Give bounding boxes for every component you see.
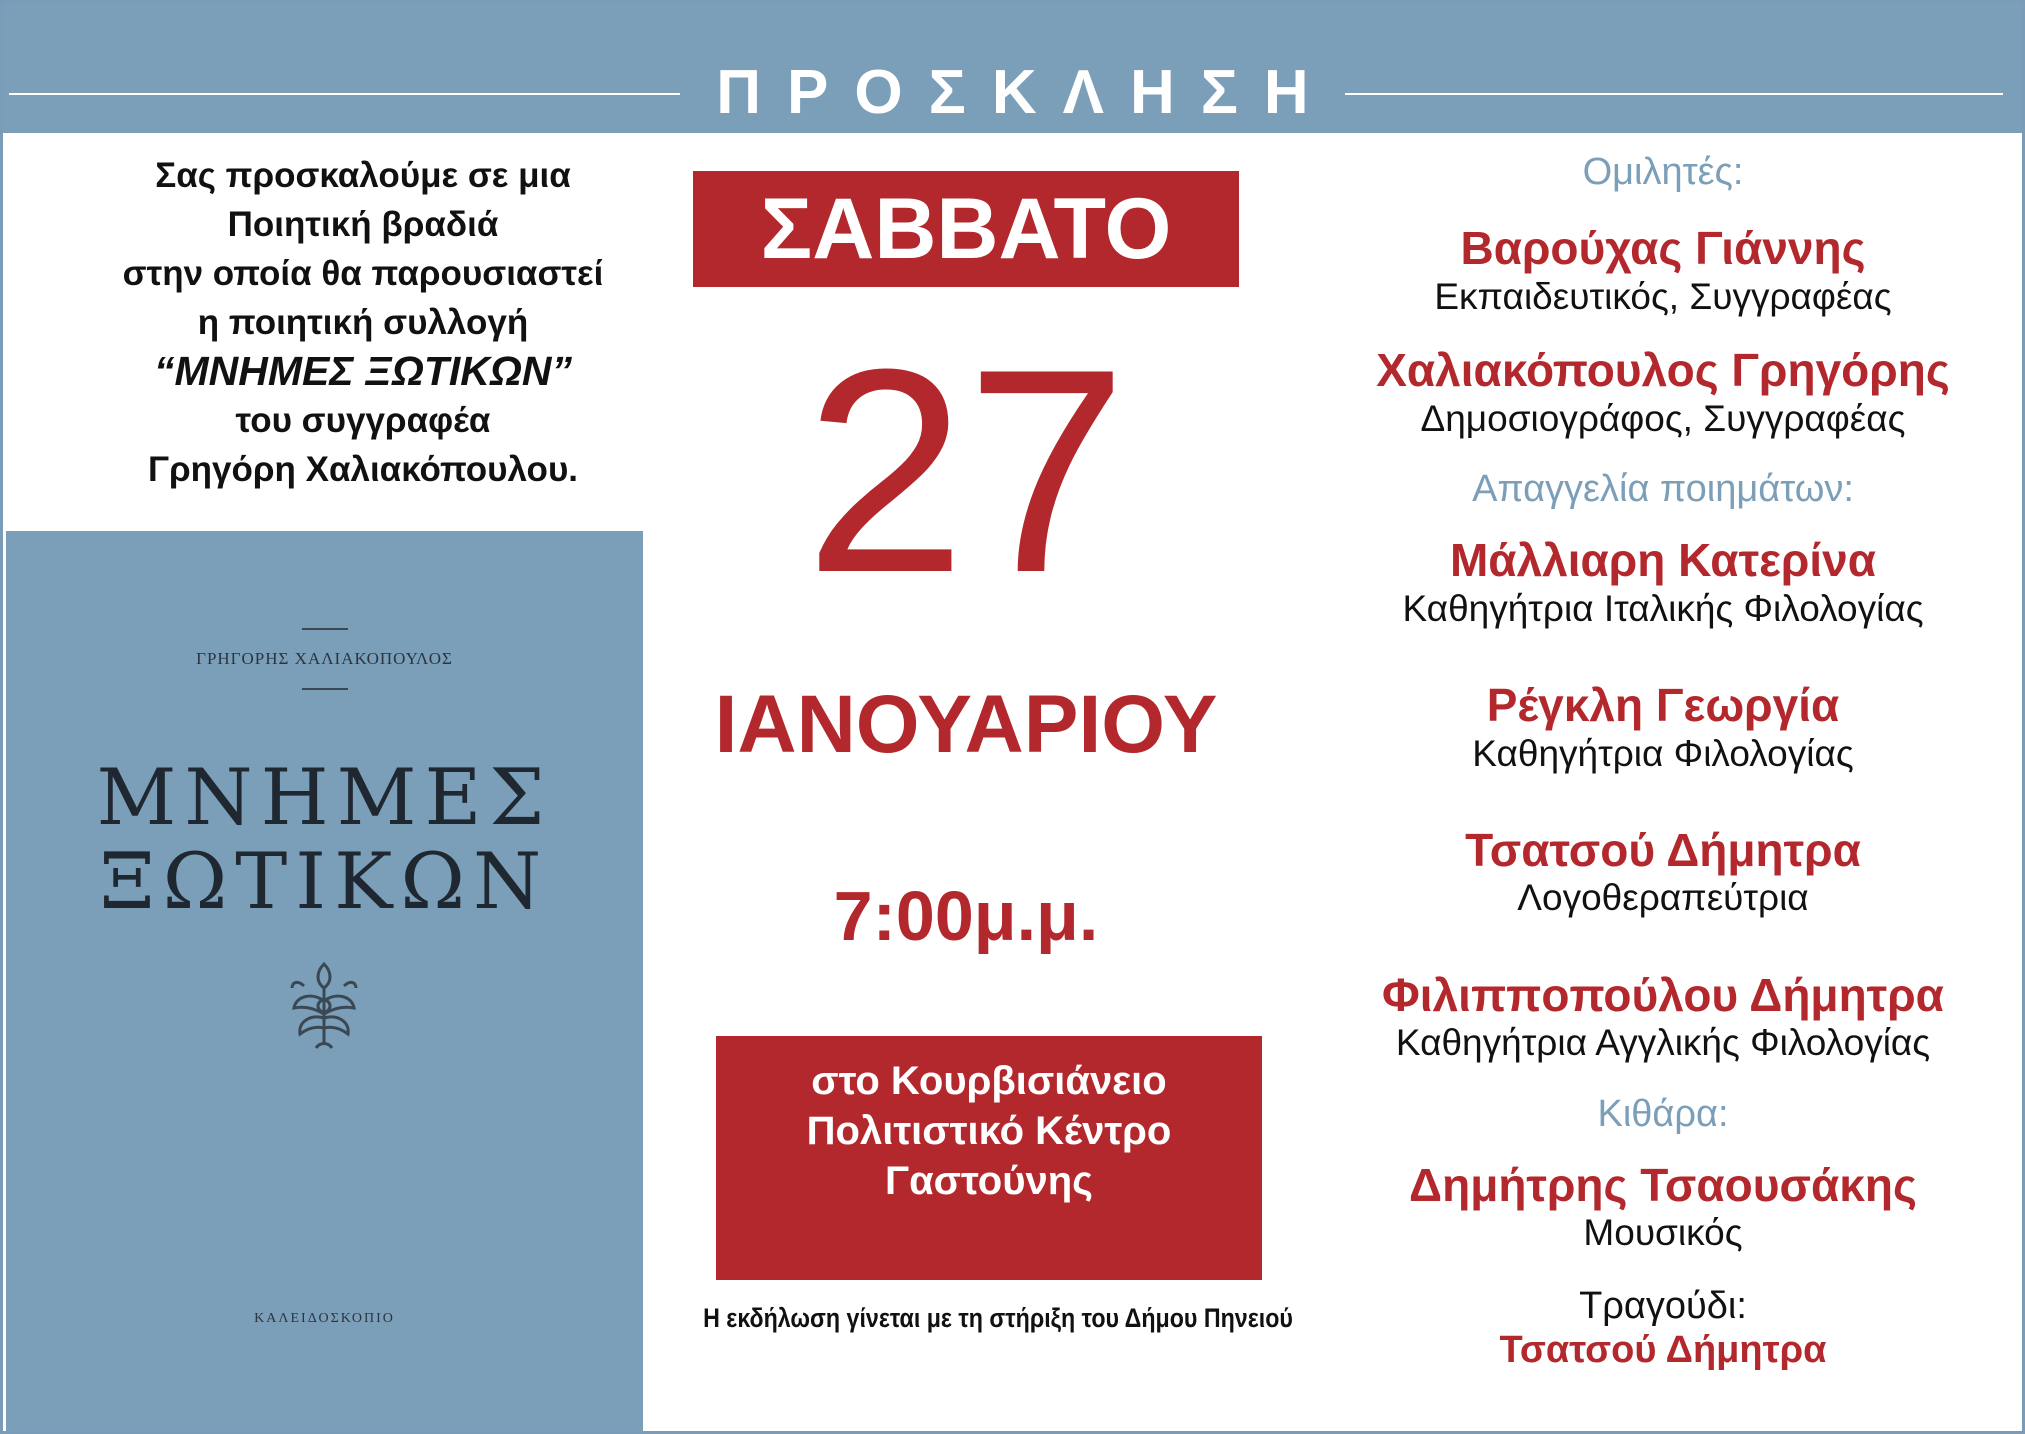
header-title: ΠΡΟΣΚΛΗΣΗ [3,53,2022,133]
guitarist-role: Μουσικός [1583,1212,1743,1253]
reciter-role: Καθηγήτρια Ιταλικής Φιλολογίας [1402,588,1924,629]
reciter-name: Τσατσού Δήμητρα [1465,824,1861,876]
header-banner [3,3,2022,133]
recitation-label: Απαγγελία ποιημάτων: [1472,468,1854,510]
intro-line: του συγγραφέα [235,401,491,440]
reciter-role: Καθηγήτρια Φιλολογίας [1472,733,1854,774]
event-day: 27 [804,309,1128,633]
reciter-name: Ρέγκλη Γεωργία [1486,679,1840,731]
intro-line: Γρηγόρη Χαλιακόπουλου. [147,450,579,489]
venue-line: Γαστούνης [885,1159,1093,1203]
speaker-name: Βαρούχας Γιάννης [1460,222,1866,274]
guitarist-name: Δημήτρης Τσαουσάκης [1409,1159,1917,1211]
support-note: Η εκδήλωση γίνεται με τη στήριξη του Δήμου Πηνειού [703,1303,1293,1333]
intro-line: στην οποία θα παρουσιαστεί [122,254,604,293]
book-cover [6,531,643,1431]
venue-box [716,1036,1262,1280]
speaker-role: Δημοσιογράφος, Συγγραφέας [1420,398,1906,439]
cover-author: ΓΡΗΓΟΡΗΣ ΧΑΛΙΑΚΟΠΟΥΛΟΣ [196,649,453,668]
venue-line: Πολιτιστικό Κέντρο [806,1109,1172,1153]
reciter-name: Μάλλιαρη Κατερίνα [1449,534,1877,586]
cover-title [6,753,643,927]
ornament-icon [274,956,374,1056]
reciter-name: Φιλιππoπούλου Δήμητρα [1382,969,1944,1021]
intro-line: Ποιητική βραδιά [227,205,499,244]
event-time: 7:00μ.μ. [833,877,1099,955]
cover-rule-bottom [302,688,348,690]
intro-book-title: “ΜΝΗΜΕΣ ΞΩΤΙΚΩΝ” [153,348,573,394]
cover-title-line: ΞΩΤΙΚΩΝ [99,837,550,927]
cover-rule-top [302,628,348,630]
weekday-box: ΣΑΒΒΑΤΟ [693,171,1239,287]
intro-line: η ποιητική συλλογή [197,303,529,342]
speaker-name: Χαλιακόπουλος Γρηγόρης [1376,344,1950,396]
reciter-role: Καθηγήτρια Αγγλικής Φιλολογίας [1395,1022,1931,1063]
speaker-role: Εκπαιδευτικός, Συγγραφέας [1434,276,1892,317]
cover-publisher: ΚΑΛΕΙΔΟΣΚΟΠΙΟ [254,1311,395,1326]
event-month: ΙΑΝΟΥΑΡΙΟΥ [714,679,1218,770]
cover-title-line: ΜΝΗΜΕΣ [96,753,553,843]
singer-name: Τσατσού Δήμητρα [1499,1329,1827,1371]
venue-line: στο Κουρβισιάνειο [811,1059,1167,1103]
intro-line: Σας προσκαλούμε σε μια [155,156,571,195]
speakers-label: Ομιλητές: [1582,151,1744,193]
guitar-label: Κιθάρα: [1597,1093,1729,1135]
reciter-role: Λογοθεραπεύτρια [1517,877,1809,918]
song-label: Τραγούδι: [1579,1285,1747,1327]
intro-text [63,151,663,494]
